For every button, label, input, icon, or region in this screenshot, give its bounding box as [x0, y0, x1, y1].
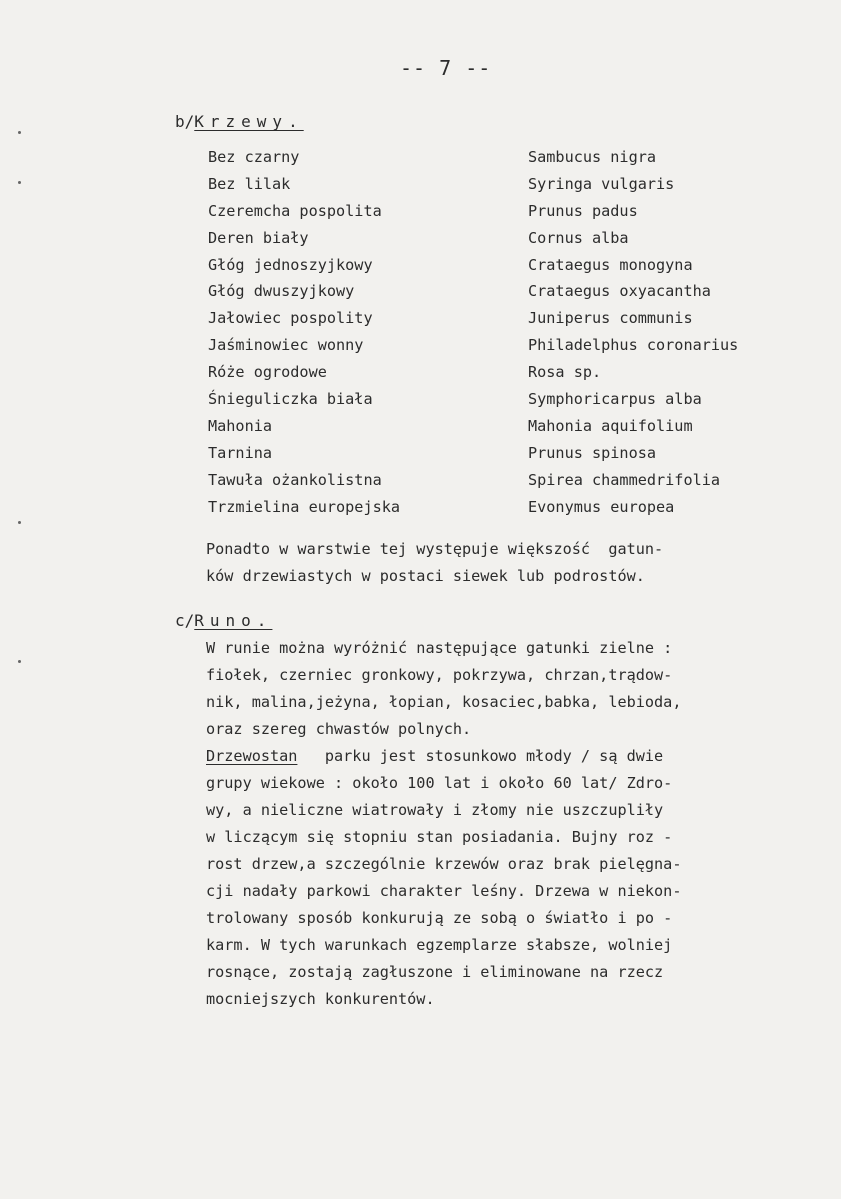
stand-term: Drzewostan [206, 747, 298, 765]
section-prefix: b/ [175, 112, 195, 131]
latin-name: Crataegus monogyna [528, 255, 693, 274]
section-heading: Runo. [194, 611, 273, 630]
text-line [206, 743, 681, 770]
polish-name: Tawuła ożankolistna [208, 470, 382, 489]
undergrowth-paragraph [206, 635, 681, 1013]
page-number: -- 7 -- [400, 56, 492, 80]
latin-name: Crataegus oxyacantha [528, 282, 711, 301]
latin-name: Syringa vulgaris [528, 174, 675, 193]
text-line: mocniejszych konkurentów. [206, 990, 435, 1008]
latin-name: Mahonia aquifolium [528, 416, 693, 435]
species-row [208, 228, 808, 255]
species-row [208, 255, 808, 282]
text-line: karm. W tych warunkach egzemplarze słabsze, wolniej [206, 936, 673, 954]
species-row [208, 416, 808, 443]
polish-name: Głóg dwuszyjkowy [208, 282, 355, 301]
text-line: wy, a nieliczne wiatrowały i złomy nie uszczupliły [206, 801, 664, 819]
text-line: w liczącym się stopniu stan posiadania. Bujny roz - [206, 828, 673, 846]
text-line: Ponadto w warstwie tej występuje większość gatun- [206, 540, 664, 558]
polish-name: Tarnina [208, 443, 273, 462]
section-title-undergrowth [175, 611, 272, 630]
text-line: rosnące, zostają zagłuszone i eliminowane na rzecz [206, 963, 664, 981]
shrubs-note-paragraph [206, 536, 663, 590]
species-row [208, 174, 808, 201]
text-line: oraz szereg chwastów polnych. [206, 720, 472, 738]
binding-hole-mark [18, 660, 21, 663]
polish-name: Bez czarny [208, 148, 300, 166]
latin-name: Rosa sp. [528, 363, 602, 382]
latin-name: Philadelphus coronarius [528, 336, 739, 355]
polish-name: Trzmielina europejska [208, 497, 401, 516]
latin-name: Evonymus europea [528, 497, 675, 516]
polish-name: Bez lilak [208, 174, 291, 193]
section-title-shrubs [175, 112, 304, 131]
binding-hole-mark [18, 181, 21, 184]
polish-name: Głóg jednoszyjkowy [208, 255, 373, 274]
polish-name: Jaśminowiec wonny [208, 336, 364, 355]
text-line: rost drzew,a szczególnie krzewów oraz brak pielęgna- [206, 855, 682, 873]
section-prefix: c/ [175, 611, 195, 630]
latin-name: Juniperus communis [528, 309, 693, 328]
section-heading: Krzewy. [194, 112, 304, 131]
text-line: W runie można wyróżnić następujące gatunki zielne : [206, 639, 673, 657]
text-line: fiołek, czerniec gronkowy, pokrzywa, chrzan,trądow- [206, 666, 673, 684]
text-line: grupy wiekowe : około 100 lat i około 60 lat/ Zdro- [206, 774, 673, 792]
polish-name: Deren biały [208, 228, 309, 247]
species-row [208, 362, 808, 389]
latin-name: Symphoricarpus alba [528, 390, 702, 409]
polish-name: Jałowiec pospolity [208, 309, 373, 328]
latin-name: Sambucus nigra [528, 148, 657, 166]
text-line: trolowany sposób konkurują ze sobą o światło i po - [206, 909, 673, 927]
text-line: ków drzewiastych w postaci siewek lub podrostów. [206, 567, 645, 585]
latin-name: Spirea chammedrifolia [528, 470, 721, 489]
shrub-species-list [208, 147, 808, 523]
species-row [208, 308, 808, 335]
text-fragment: parku jest stosunkowo młody / są dwie [297, 747, 664, 765]
species-row [208, 389, 808, 416]
text-line: cji nadały parkowi charakter leśny. Drzewa w niekon- [206, 882, 682, 900]
species-row [208, 147, 808, 174]
species-row [208, 443, 808, 470]
binding-hole-mark [18, 521, 21, 524]
species-row [208, 201, 808, 228]
species-row [208, 470, 808, 497]
latin-name: Prunus spinosa [528, 443, 657, 462]
text-line: nik, malina,jeżyna, łopian, kosaciec,babka, lebioda, [206, 693, 682, 711]
latin-name: Cornus alba [528, 228, 629, 247]
species-row [208, 335, 808, 362]
species-row [208, 497, 808, 524]
polish-name: Śnieguliczka biała [208, 390, 373, 409]
latin-name: Prunus padus [528, 201, 638, 220]
polish-name: Róże ogrodowe [208, 363, 327, 382]
species-row [208, 281, 808, 308]
polish-name: Czeremcha pospolita [208, 201, 382, 220]
polish-name: Mahonia [208, 416, 273, 435]
binding-hole-mark [18, 131, 21, 134]
